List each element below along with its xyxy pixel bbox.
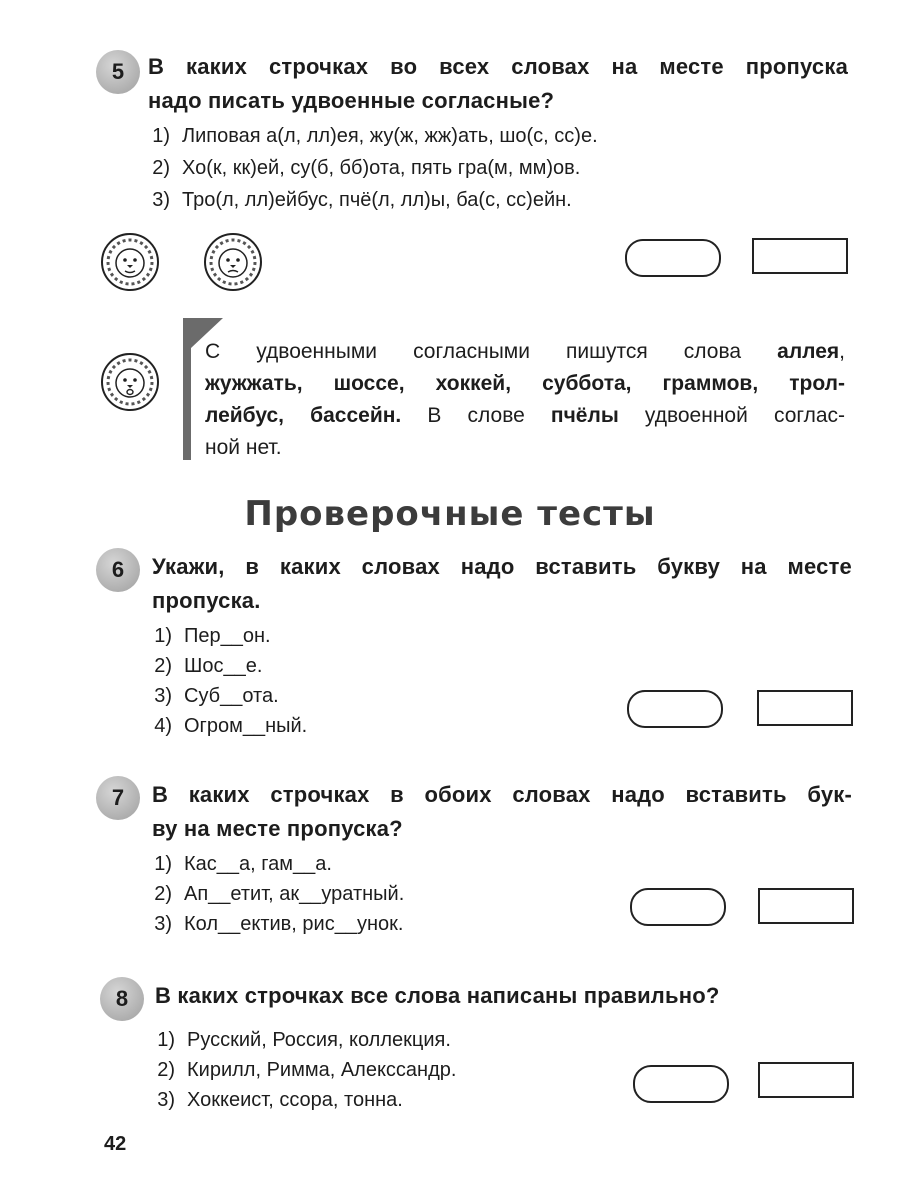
answer-option: 3) Тро(л, лл)ейбус, пчё(л, лл)ы, ба(с, сс)ейн.	[152, 189, 572, 211]
answer-box-field[interactable]	[757, 690, 853, 726]
answer-option: 4) Огром__ный.	[154, 715, 308, 737]
lion-face-icon	[100, 352, 160, 412]
page-number: 42	[104, 1133, 127, 1155]
task-number-badge	[96, 548, 140, 592]
task-number-badge	[100, 977, 144, 1021]
rule-line: лейбус, бассейн. В слове пчёлы удвоенной соглас-	[205, 404, 845, 427]
answer-box-field[interactable]	[758, 1062, 854, 1098]
task-number: 7	[111, 785, 125, 810]
answer-option: 2) Кирилл, Римма, Алекссандр.	[157, 1059, 457, 1081]
answer-option: 2) Шос__е.	[154, 655, 263, 677]
task-number: 8	[115, 986, 129, 1011]
answer-option: 1) Липовая а(л, лл)ея, жу(ж, жж)ать, шо(с, сс)е.	[152, 125, 598, 147]
question-line: надо писать удвоенные согласные?	[148, 88, 555, 113]
answer-oval-field[interactable]	[633, 1065, 729, 1103]
question-line: В каких строчках в обоих словах надо вставить бук-	[152, 782, 852, 807]
answer-option: 3) Хоккеист, ссора, тонна.	[157, 1089, 403, 1111]
answer-oval-field[interactable]	[627, 690, 723, 728]
task-number-badge	[96, 50, 140, 94]
task-question	[155, 979, 855, 1013]
task-number-badge	[96, 776, 140, 820]
lion-face-icon	[203, 232, 263, 292]
question-line: В каких строчках все слова написаны правильно?	[155, 983, 720, 1008]
answer-oval-field[interactable]	[625, 239, 721, 277]
answer-options	[155, 1026, 456, 1116]
rule-text	[205, 336, 845, 464]
answer-option: 1) Кас__а, гам__а.	[154, 853, 332, 875]
task-number: 6	[111, 557, 125, 582]
answer-option: 1) Русский, Россия, коллекция.	[157, 1029, 451, 1051]
question-line: пропуска.	[152, 588, 261, 613]
answer-option: 3) Кол__ектив, рис__унок.	[154, 913, 404, 935]
question-line: ву на месте пропуска?	[152, 816, 403, 841]
answer-options	[152, 850, 404, 940]
answer-option: 2) Ап__етит, ак__уратный.	[154, 883, 405, 905]
rule-box	[183, 318, 853, 460]
answer-option: 1) Пер__он.	[154, 625, 271, 647]
answer-box-field[interactable]	[758, 888, 854, 924]
answer-options	[152, 622, 307, 742]
rule-line: жужжать, шоссе, хоккей, суббота, граммов, трол-	[205, 372, 845, 395]
question-line: Укажи, в каких словах надо вставить букву на месте	[152, 554, 852, 579]
task-number: 5	[111, 59, 125, 84]
rule-line: ной нет.	[205, 436, 282, 459]
task-question	[148, 50, 848, 118]
lion-face-icon	[100, 232, 160, 292]
section-title: Проверочные тесты	[244, 494, 656, 534]
answer-box-field[interactable]	[752, 238, 848, 274]
question-line: В каких строчках во всех словах на месте пропуска	[148, 54, 848, 79]
task-question	[152, 550, 852, 618]
answer-option: 3) Суб__ота.	[154, 685, 279, 707]
task-question	[152, 778, 852, 846]
answer-oval-field[interactable]	[630, 888, 726, 926]
rule-line: С удвоенными согласными пишутся слова аллея,	[205, 340, 845, 363]
answer-option: 2) Хо(к, кк)ей, су(б, бб)ота, пять гра(м, мм)ов.	[152, 157, 581, 179]
answer-options	[150, 122, 598, 218]
